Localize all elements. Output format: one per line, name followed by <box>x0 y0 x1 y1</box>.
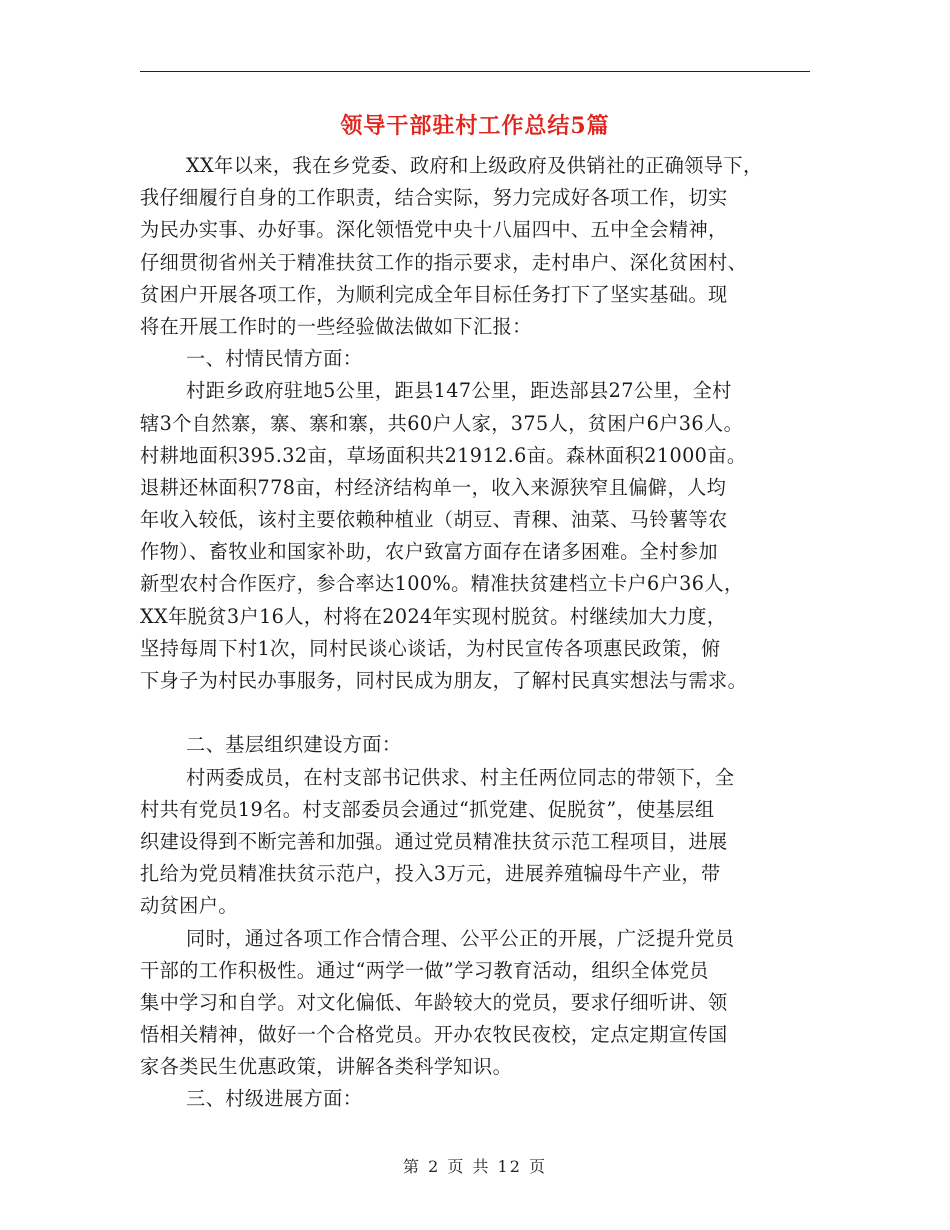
paragraph-line: XX年以来，我在乡党委、政府和上级政府及供销社的正确领导下， <box>186 154 763 177</box>
paragraph-line: 贫困户开展各项工作，为顺利完成全年目标任务打下了坚实基础。现 <box>140 282 728 306</box>
page-title: 领导干部驻村工作总结5篇 <box>340 113 610 139</box>
paragraph-line: 扎给为党员精准扶贫示范户，投入3万元，进展养殖犏母牛产业，带 <box>140 862 721 886</box>
section-heading: 三、村级进展方面： <box>186 1087 363 1111</box>
paragraph-line: 悟相关精神，做好一个合格党员。开办农牧民夜校，定点定期宣传国 <box>140 1023 728 1047</box>
paragraph-line: 我仔细履行自身的工作职责，结合实际，努力完成好各项工作，切实 <box>140 186 728 210</box>
blank-line <box>140 697 815 729</box>
header-rule <box>140 71 810 72</box>
section-heading: 二、基层组织建设方面： <box>186 733 402 757</box>
paragraph-line: 家各类民生优惠政策，讲解各类科学知识。 <box>140 1055 513 1079</box>
page-footer: 第 2 页 共 12 页 <box>403 1157 547 1176</box>
paragraph-line: 仔细贯彻省州关于精准扶贫工作的指示要求，走村串户、深化贫困村、 <box>140 250 748 274</box>
paragraph-line: XX年脱贫3户16人，村将在2024年实现村脱贫。村继续加大力度， <box>140 604 727 628</box>
paragraph-line: 村共有党员19名。村支部委员会通过“抓党建、促脱贫”，使基层组 <box>140 797 715 821</box>
paragraph-line: 集中学习和自学。对文化偏低、年龄较大的党员，要求仔细听讲、领 <box>140 990 728 1014</box>
section-heading: 一、村情民情方面： <box>186 347 363 371</box>
paragraph-line: 将在开展工作时的一些经验做法做如下汇报： <box>140 314 532 338</box>
paragraph-line: 村距乡政府驻地5公里，距县147公里，距迭部县27公里，全村 <box>186 379 732 403</box>
paragraph-line: 村耕地面积395.32亩，草场面积共21912.6亩。森林面积21000亩。 <box>140 443 747 467</box>
paragraph-line: 辖3个自然寨，寨、寨和寨，共60户人家，375人，贫困户6户36人。 <box>140 411 744 435</box>
paragraph-line: 退耕还林面积778亩，村经济结构单一，收入来源狭窄且偏僻，人均 <box>140 475 727 499</box>
document-body <box>140 150 815 1116</box>
paragraph-line: 同时，通过各项工作合情合理、公平公正的开展，广泛提升党员 <box>186 926 735 950</box>
paragraph-line: 作物）、畜牧业和国家补助，农户致富方面存在诸多困难。全村参加 <box>140 540 719 564</box>
paragraph-line: 织建设得到不断完善和加强。通过党员精准扶贫示范工程项目，进展 <box>140 829 728 853</box>
paragraph-line: 干部的工作积极性。通过“两学一做”学习教育活动，组织全体党员 <box>140 958 709 982</box>
paragraph-line: 下身子为村民办事服务，同村民成为朋友，了解村民真实想法与需求。 <box>140 669 748 692</box>
paragraph-line: 年收入较低，该村主要依赖种植业（胡豆、青稞、油菜、马铃薯等农 <box>140 508 728 532</box>
paragraph-line: 为民办实事、办好事。深化领悟党中央十八届四中、五中全会精神， <box>140 218 728 242</box>
paragraph-line: 坚持每周下村1次，同村民谈心谈话，为村民宣传各项惠民政策，俯 <box>140 636 721 660</box>
paragraph-line: 新型农村合作医疗，参合率达100%。精准扶贫建档立卡户6户36人， <box>140 572 744 596</box>
paragraph-line: 村两委成员，在村支部书记供求、村主任两位同志的带领下，全 <box>186 765 735 789</box>
paragraph-line: 动贫困户。 <box>140 894 238 918</box>
